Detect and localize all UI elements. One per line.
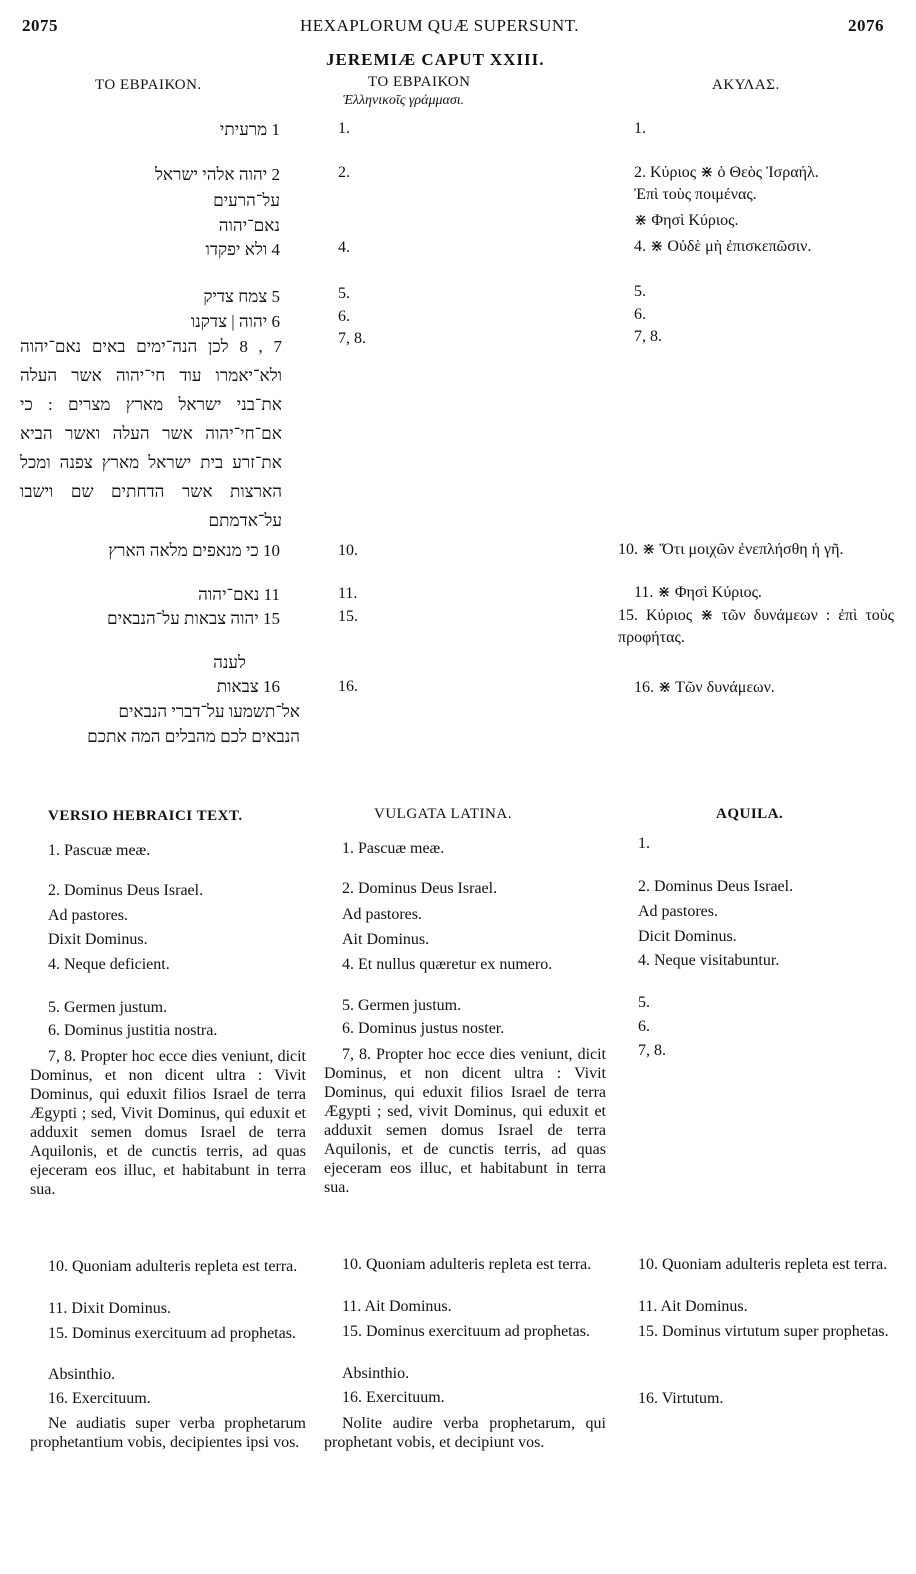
aquila-greek-verse-1: 1. <box>634 120 646 137</box>
translit-verse-4: 4. <box>338 239 350 256</box>
translit-column-heading: ΤΟ ΕΒΡΑΙΚΟΝ <box>368 74 471 90</box>
translit-verse-10: 10. <box>338 542 358 559</box>
running-title: HEXAPLORUM QUÆ SUPERSUNT. <box>300 16 580 35</box>
aquila-greek-verse-5: 5. <box>634 283 646 300</box>
page-number-left: 2075 <box>22 16 58 35</box>
aquila-latin-verse-7-8: 7, 8. <box>638 1042 666 1059</box>
translit-verse-1: 1. <box>338 120 350 137</box>
aquila-greek-verse-2b: Ἐπὶ τοὺς ποιμένας. <box>634 186 757 203</box>
versio-verse-2b: Ad pastores. <box>48 907 128 924</box>
aquila-greek-verse-7-8: 7, 8. <box>634 328 662 345</box>
versio-verse-2a: 2. Dominus Deus Israel. <box>48 882 204 899</box>
aquila-greek-verse-10: 10. ⋇ Ὅτι μοιχῶν ἐνεπλήσθη ἡ γῆ. <box>618 541 844 558</box>
hebrew-verse-6: 6 יהוה | צדקנו <box>190 312 280 331</box>
aquila-latin-verse-2c: Dicit Dominus. <box>638 928 737 945</box>
translit-verse-2: 2. <box>338 164 350 181</box>
vulgata-verse-5: 5. Germen justum. <box>342 997 462 1014</box>
hebrew-verse-16a: 16 צבאות <box>216 677 280 696</box>
aquila-latin-verse-11: 11. Ait Dominus. <box>638 1298 748 1315</box>
hebrew-verse-4: 4 ולא יפקדו <box>205 240 280 259</box>
translit-verse-11: 11. <box>338 585 358 602</box>
versio-column-heading: VERSIO HEBRAICI TEXT. <box>48 808 243 824</box>
aquila-greek-verse-2c: ⋇ Φησὶ Κύριος. <box>634 212 739 229</box>
aquila-greek-column-heading: ΑΚΥΛΑΣ. <box>712 77 780 93</box>
aquila-greek-verse-6: 6. <box>634 306 646 323</box>
aquila-greek-verse-4: 4. ⋇ Οὐδὲ μὴ ἐπισκεπῶσιν. <box>634 238 812 255</box>
versio-verse-1: 1. Pascuæ meæ. <box>48 842 151 859</box>
vulgata-verse-2b: Ad pastores. <box>342 906 422 923</box>
hebrew-verse-2c: נאם־יהוה <box>218 216 280 235</box>
aquila-greek-verse-2a: 2. Κύριος ⋇ ὁ Θεὸς Ἰσραήλ. <box>634 164 819 181</box>
versio-verse-2c: Dixit Dominus. <box>48 931 148 948</box>
aquila-latin-verse-4: 4. Neque visitabuntur. <box>638 952 780 969</box>
aquila-latin-verse-6: 6. <box>638 1018 650 1035</box>
translit-verse-15: 15. <box>338 608 358 625</box>
hebrew-verse-16c: הנבאים לכם מהבלים המה אתכם <box>87 727 300 746</box>
versio-verse-15: 15. Dominus exercituum ad prophetas. <box>48 1325 296 1342</box>
aquila-greek-verse-16: 16. ⋇ Τῶν δυνάμεων. <box>634 679 775 696</box>
hebrew-verse-15b: לענה <box>213 653 246 672</box>
vulgata-verse-10: 10. Quoniam adulteris repleta est terra. <box>342 1256 592 1273</box>
versio-verse-10: 10. Quoniam adulteris repleta est terra. <box>48 1258 298 1275</box>
hebrew-verse-5: 5 צמח צדיק <box>203 287 280 306</box>
translit-verse-5: 5. <box>338 285 350 302</box>
aquila-latin-verse-2b: Ad pastores. <box>638 903 718 920</box>
hebrew-verse-7-8: 7 , 8 לכן הנה־ימים באים נאם־יהוה ולא־יאמרו עוד חי־יהוה אשר העלה את־בני ישראל מארץ מצרים : כי אם־חי־יהוה אשר העלה ואשר הביא את־זרע בית ישראל מארץ צפנה ומכל הארצות אשר הדחתים שם וישבו על־אדמתם <box>20 337 282 530</box>
vulgata-verse-2c: Ait Dominus. <box>342 931 430 948</box>
translit-verse-16: 16. <box>338 678 358 695</box>
hebrew-verse-11: 11 נאם־יהוה <box>198 585 280 604</box>
vulgata-verse-4: 4. Et nullus quæretur ex numero. <box>342 956 553 973</box>
translit-column-subheading: Ἑλληνικοῖς γράμμασι. <box>343 93 465 108</box>
vulgata-verse-15: 15. Dominus exercituum ad prophetas. <box>342 1323 590 1340</box>
aquila-latin-verse-2a: 2. Dominus Deus Israel. <box>638 878 794 895</box>
versio-verse-16b: Ne audiatis super verba prophetarum prophetantium vobis, decipientes ipsi vos. <box>30 1415 306 1451</box>
hebrew-verse-1: 1 מרעיתי <box>219 120 280 139</box>
hebrew-verse-15: 15 יהוה צבאות על־הנבאים <box>107 609 280 628</box>
aquila-latin-verse-5: 5. <box>638 994 650 1011</box>
aquila-latin-column-heading: AQUILA. <box>716 806 784 822</box>
hebrew-verse-10: 10 כי מנאפים מלאה הארץ <box>108 541 280 560</box>
vulgata-verse-11: 11. Ait Dominus. <box>342 1298 452 1315</box>
vulgata-verse-7-8: 7, 8. Propter hoc ecce dies veniunt, dicit Dominus, et non dicent ultra : Vivit Dominus, qui eduxit filios Israel de terra Ægypti ; sed, vivit Dominus, qui eduxit et adduxit semen domus Israel de terra Aquilonis, et de cunctis terris, ad quas ejeceram eos illuc, et habitabunt in terra sua. <box>324 1046 606 1196</box>
aquila-latin-verse-16: 16. Virtutum. <box>638 1390 724 1407</box>
page-number-right: 2076 <box>848 16 884 35</box>
translit-verse-7-8: 7, 8. <box>338 330 366 347</box>
versio-verse-4: 4. Neque deficient. <box>48 956 170 973</box>
aquila-latin-verse-15: 15. Dominus virtutum super prophetas. <box>638 1323 889 1340</box>
translit-verse-6: 6. <box>338 308 350 325</box>
aquila-greek-verse-11: 11. ⋇ Φησὶ Κύριος. <box>634 584 762 601</box>
aquila-latin-verse-10: 10. Quoniam adulteris repleta est terra. <box>638 1256 888 1273</box>
versio-verse-11: 11. Dixit Dominus. <box>48 1300 171 1317</box>
versio-verse-5: 5. Germen justum. <box>48 999 168 1016</box>
vulgata-verse-2a: 2. Dominus Deus Israel. <box>342 880 498 897</box>
versio-verse-6: 6. Dominus justitia nostra. <box>48 1022 218 1039</box>
hebrew-verse-2b: על־הרעים <box>213 191 280 210</box>
aquila-latin-verse-1: 1. <box>638 835 650 852</box>
versio-verse-7-8: 7, 8. Propter hoc ecce dies veniunt, dicit Dominus, et non dicent ultra : Vivit Dominus, qui eduxit filios Israel de terra Ægypti ; sed, Vivit Dominus, qui eduxit et adduxit semen domus Israel de terra Aquilonis, et de cunctis terris, ad quas ejeceram eos illuc, et habitabunt in terra sua. <box>30 1048 306 1198</box>
vulgata-column-heading: VULGATA LATINA. <box>374 806 512 822</box>
hebrew-verse-16b: אל־תשמעו על־דברי הנבאים <box>118 702 300 721</box>
aquila-greek-verse-15: 15. Κύριος ⋇ τῶν δυνάμεων : ἐπὶ τοὺς προφήτας. <box>618 607 894 646</box>
hebrew-verse-2a: 2 יהוה אלהי ישראל <box>154 165 280 184</box>
hebrew-column-heading: ΤΟ ΕΒΡΑΙΚΟΝ. <box>95 77 202 93</box>
vulgata-verse-15b: Absinthio. <box>342 1365 410 1382</box>
vulgata-verse-6: 6. Dominus justus noster. <box>342 1020 505 1037</box>
vulgata-verse-16b: Nolite audire verba prophetarum, qui prophetant vobis, et decipiunt vos. <box>324 1415 606 1451</box>
versio-verse-15b: Absinthio. <box>48 1366 116 1383</box>
versio-verse-16: 16. Exercituum. <box>48 1390 151 1407</box>
chapter-title: JEREMIÆ CAPUT XXIII. <box>326 50 545 69</box>
vulgata-verse-1: 1. Pascuæ meæ. <box>342 840 445 857</box>
vulgata-verse-16: 16. Exercituum. <box>342 1389 445 1406</box>
